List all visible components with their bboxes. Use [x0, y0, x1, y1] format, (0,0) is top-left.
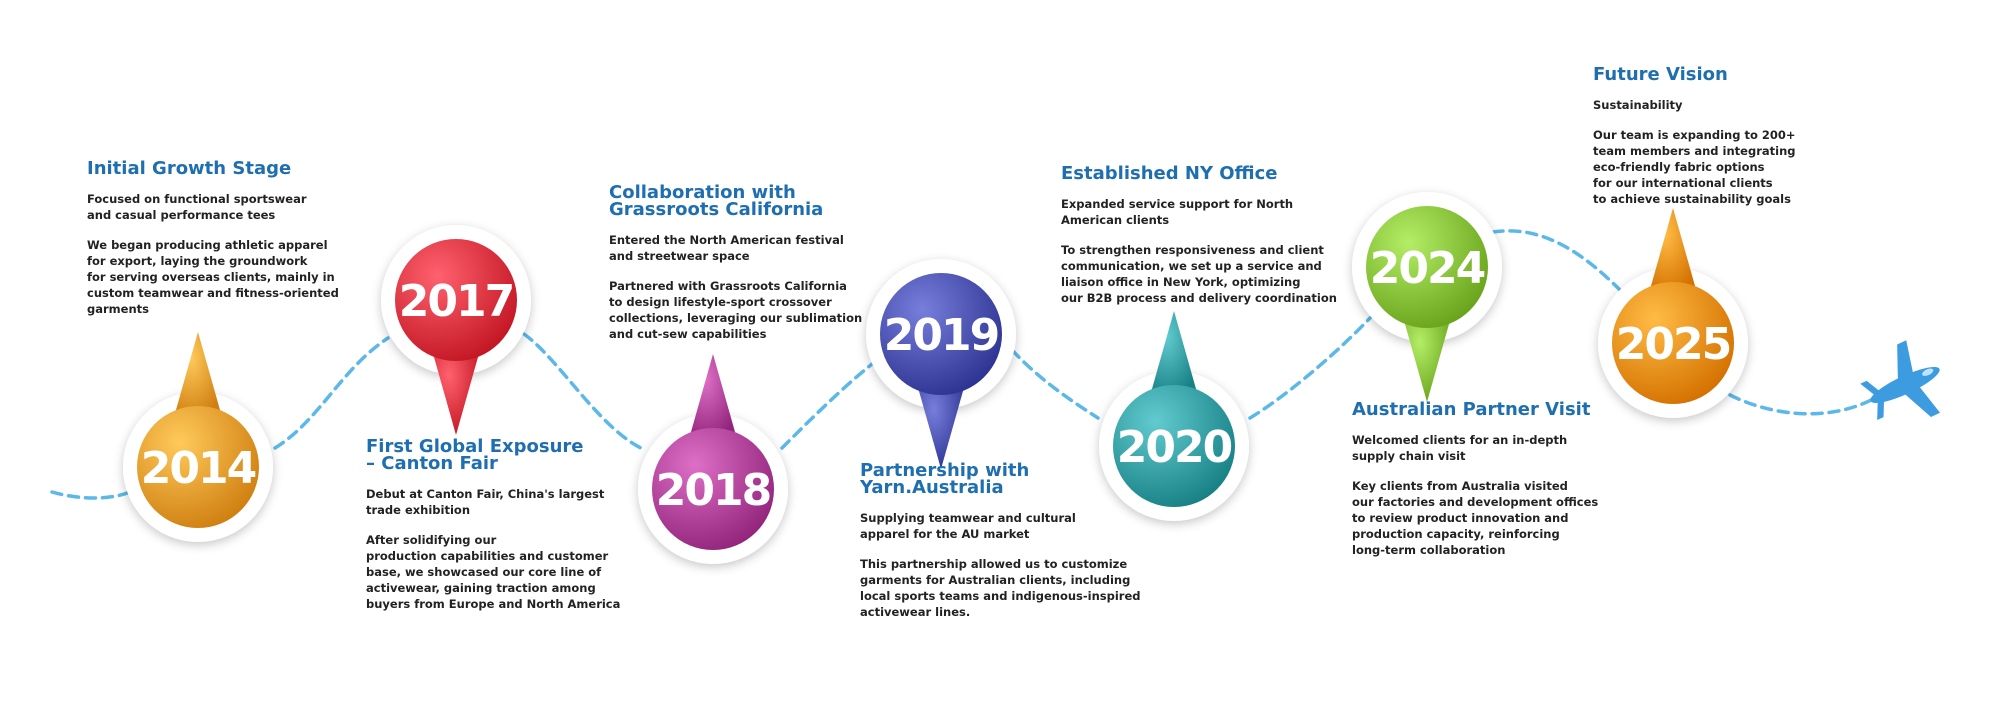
- milestone-title: Future Vision: [1593, 64, 1728, 85]
- year-marker-2014: [123, 332, 273, 542]
- milestone-subtitle: Debut at Canton Fair, China's largest trade exhibition: [366, 487, 605, 517]
- milestone-title: Australian Partner Visit: [1352, 399, 1591, 420]
- milestone-title: Initial Growth Stage: [87, 158, 292, 179]
- airplane-icon: [1852, 333, 1957, 438]
- milestone-body: Partnered with Grassroots California to design lifestyle-sport crossover collections, leveraging our sublimation and cut-sew capabilities: [609, 279, 863, 341]
- marker-pin: [174, 332, 222, 417]
- timeline-path-segment: [1493, 231, 1620, 290]
- milestone-subtitle: Expanded service support for North American clients: [1061, 197, 1294, 227]
- timeline-path-segment: [1730, 395, 1880, 414]
- milestone-body: To strengthen responsiveness and client communication, we set up a service and liaison office in New York, optimizing our B2B process and delivery coordination: [1061, 243, 1337, 305]
- timeline-path-segment: [782, 364, 872, 448]
- milestone-text-2019: [860, 462, 1141, 634]
- year-marker-2017: [381, 225, 531, 435]
- marker-pin: [432, 350, 480, 435]
- marker-pin: [917, 384, 965, 469]
- milestone-title: Partnership with Yarn.Australia: [860, 460, 1030, 498]
- year-marker-2018: [638, 354, 788, 564]
- milestone-title: Established NY Office: [1061, 163, 1278, 184]
- milestone-body: Our team is expanding to 200+ team members and integrating eco-friendly fabric options for our international clients to achieve sustainability goals: [1593, 128, 1796, 206]
- milestone-subtitle: Entered the North American festival and streetwear space: [609, 233, 844, 263]
- year-label: 2014: [140, 443, 256, 494]
- milestone-text-2025: [1593, 66, 1796, 221]
- milestone-subtitle: Welcomed clients for an in-depth supply chain visit: [1352, 433, 1568, 463]
- year-marker-2025: [1598, 208, 1748, 418]
- milestone-title: First Global Exposure – Canton Fair: [366, 436, 584, 474]
- milestone-subtitle: Supplying teamwear and cultural apparel for the AU market: [860, 511, 1076, 541]
- milestone-text-2014: [87, 160, 339, 331]
- year-label: 2020: [1116, 422, 1232, 473]
- milestone-text-2024: [1352, 401, 1598, 572]
- year-label: 2024: [1369, 243, 1485, 294]
- milestone-body: This partnership allowed us to customize garments for Australian clients, including local sports teams and indigenous-inspired activewear lines.: [860, 557, 1141, 619]
- milestone-title: Collaboration with Grassroots California: [609, 182, 824, 220]
- year-label: 2025: [1615, 319, 1731, 370]
- timeline-path-segment: [275, 338, 388, 448]
- year-label: 2018: [655, 465, 771, 516]
- milestone-subtitle: Focused on functional sportswear and casual performance tees: [87, 192, 307, 222]
- milestone-body: After solidifying our production capabilities and customer base, we showcased our core line of activewear, gaining traction among buyers from Europe and North America: [366, 533, 621, 611]
- timeline-path-segment: [1012, 350, 1098, 418]
- milestone-text-2018: [609, 184, 862, 356]
- milestone-body: We began producing athletic apparel for export, laying the groundwork for serving overseas clients, mainly in custom teamwear and fitness-oriented garments: [87, 238, 339, 316]
- milestone-body: Key clients from Australia visited our factories and development offices to review product innovation and production capacity, reinforcing long-term collaboration: [1352, 479, 1599, 557]
- timeline-path-segment: [52, 492, 130, 498]
- year-label: 2019: [883, 310, 999, 361]
- marker-pin: [1150, 311, 1198, 396]
- year-label: 2017: [398, 276, 514, 327]
- milestone-text-2017: [366, 438, 620, 626]
- year-marker-2024: [1352, 192, 1502, 402]
- marker-pin: [1403, 317, 1451, 402]
- milestone-subtitle: Sustainability: [1593, 98, 1683, 112]
- marker-pin: [689, 354, 737, 439]
- year-marker-2019: [866, 259, 1016, 469]
- milestone-text-2020: [1061, 165, 1337, 320]
